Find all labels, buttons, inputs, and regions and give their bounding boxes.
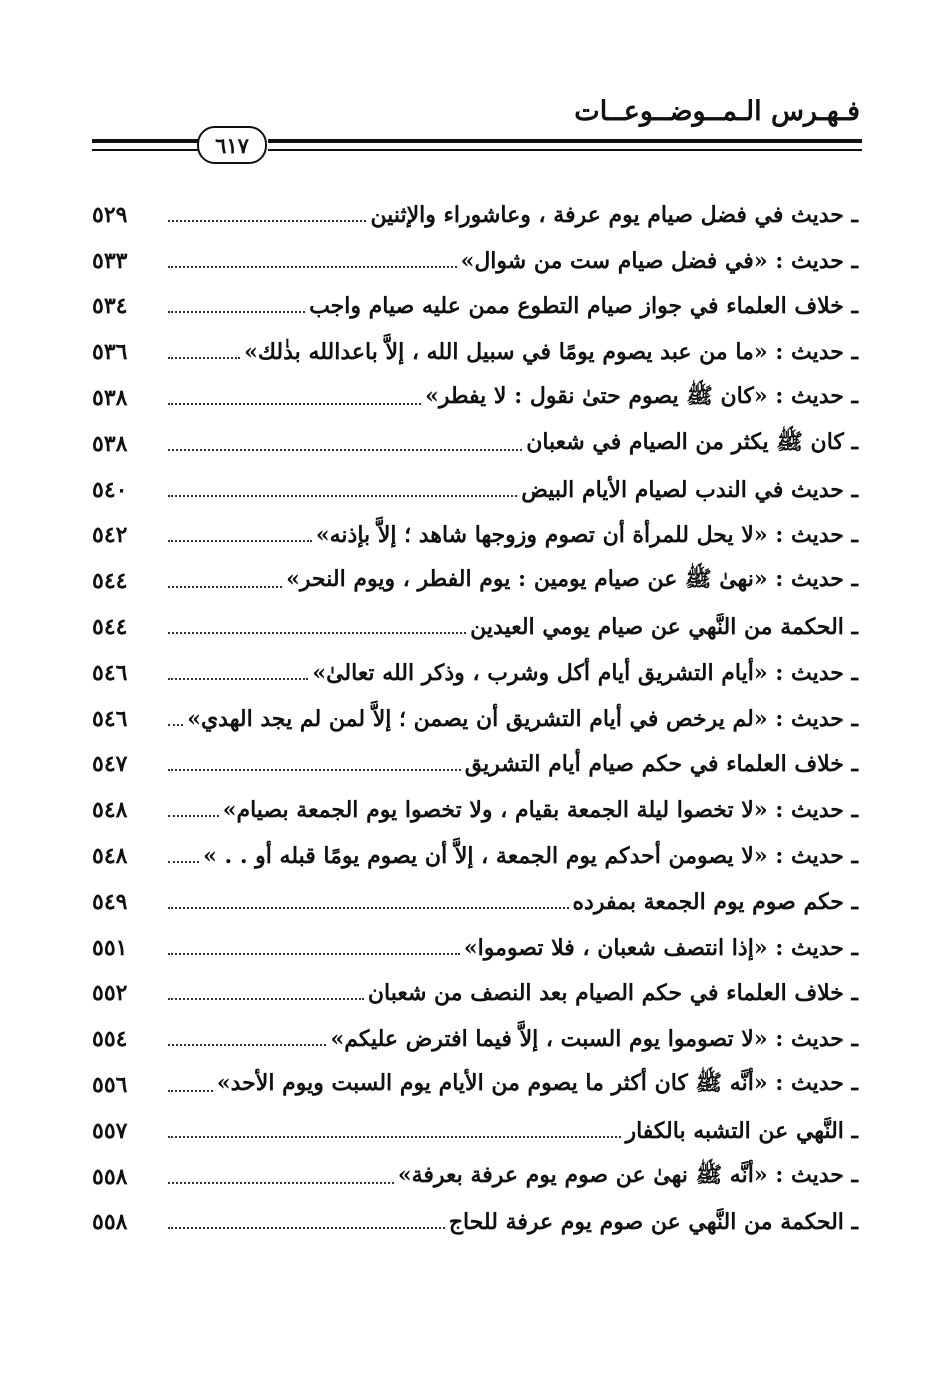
toc-entry-title: ـ خلاف العلماء في حكم صيام أيام التشريق (464, 751, 858, 778)
toc-page-number: ٥٣٦ (92, 339, 128, 366)
toc-entry-title: ـ حديث : «لا يصومن أحدكم يوم الجمعة ، إلاَّ أن يصوم يومًا قبله أو . . » (203, 843, 858, 870)
toc-entry-title: ـ حديث في الندب لصيام الأيام البيض (521, 476, 858, 503)
toc-page-number: ٥٥٨ (92, 1163, 128, 1190)
toc-entry-title: ـ خلاف العلماء في جواز صيام التطوع ممن عليه صيام واجب (309, 293, 858, 320)
toc-page-number: ٥٥٦ (92, 1072, 128, 1099)
toc-entry (92, 238, 858, 284)
toc-page-number: ٥٥١ (92, 934, 128, 961)
header-rule-right-thin (268, 149, 862, 151)
toc-entry (92, 1154, 858, 1200)
toc-entry (92, 696, 858, 742)
toc-entry (92, 650, 858, 696)
toc-entry-title: ـ حديث : «ما من عبد يصوم يومًا في سبيل الله ، إلاَّ باعدالله بذٰلك» (244, 339, 858, 366)
toc-page-number: ٥٤٤ (92, 614, 128, 641)
toc-entry-title: ـ حديث : «لا يحل للمرأة أن تصوم وزوجها شاهد ؛ إلاَّ بإذنه» (315, 522, 858, 549)
toc-entry (92, 1016, 858, 1062)
toc-entry (92, 375, 858, 421)
toc-page-number: ٥٥٨ (92, 1209, 128, 1236)
toc-entry-title: ـ حديث : «أيام التشريق أيام أكل وشرب ، وذكر الله تعالىٰ» (312, 659, 858, 686)
toc-page-number: ٥٣٨ (92, 430, 128, 457)
toc-entry (92, 421, 858, 467)
toc-entry-title: ـ حديث : «في فضل صيام ست من شوال» (460, 247, 858, 274)
toc-entry-title: ـ حديث في فضل صيام يوم عرفة ، وعاشوراء والإثنين (370, 201, 858, 228)
toc-entry (92, 742, 858, 788)
header-rule-right-thick (268, 139, 862, 143)
toc-entry-title: ـ الحكمة من النَّهي عن صيام يومي العيدين (470, 614, 858, 641)
toc-entry-title: ـ الحكمة من النَّهي عن صوم يوم عرفة للحاج (448, 1209, 858, 1236)
toc-entry (92, 1062, 858, 1108)
toc-page-number: ٥٤٤ (92, 568, 128, 595)
dot-leader (168, 658, 308, 680)
dot-leader (168, 841, 199, 863)
dot-leader (168, 383, 421, 405)
toc-entry (92, 787, 858, 833)
header-rule-left-thin (92, 149, 200, 151)
toc-entry (92, 513, 858, 559)
dot-leader (168, 1162, 394, 1184)
dot-leader (168, 337, 240, 359)
dot-leader (168, 1116, 621, 1138)
toc-entry (92, 192, 858, 238)
dot-leader (168, 612, 466, 634)
toc-entry (92, 284, 858, 330)
toc-page-number: ٥٤٩ (92, 888, 128, 915)
dot-leader (168, 1207, 445, 1229)
toc-entry-title: ـ النَّهي عن التشبه بالكفار (625, 1117, 858, 1144)
toc-entry-title: ـ كان ﷺ يكثر من الصيام في شعبان (526, 428, 858, 455)
toc-entry-title: ـ حديث : «أنَّه ﷺ نهىٰ عن صوم يوم عرفة بعرفة» (397, 1161, 858, 1188)
toc-page-number: ٥٤٢ (92, 522, 128, 549)
toc-entry-title: ـ حديث : «لم يرخص في أيام التشريق أن يصمن ؛ إلاَّ لمن لم يجد الهدي» (187, 705, 858, 732)
dot-leader (168, 887, 569, 909)
running-title: فـهـرس الـمــوضــوعــات (574, 96, 860, 127)
toc-entry-title: ـ حديث : «أنَّه ﷺ كان أكثر ما يصوم من الأيام يوم السبت ويوم الأحد» (216, 1070, 858, 1097)
dot-leader (168, 978, 364, 1000)
toc-page-number: ٥٤٦ (92, 659, 128, 686)
toc-entry (92, 833, 858, 879)
toc-entry (92, 971, 858, 1017)
toc-entry-title: ـ حديث : «لا تصوموا يوم السبت ، إلاَّ فيما افترض عليكم» (330, 1026, 858, 1053)
toc-entry (92, 1108, 858, 1154)
toc-page-number: ٥٥٤ (92, 1026, 128, 1053)
toc-entry-title: ـ خلاف العلماء في حكم الصيام بعد النصف من شعبان (367, 980, 858, 1007)
dot-leader (168, 291, 305, 313)
toc-entry (92, 329, 858, 375)
toc-page-number: ٥٤٦ (92, 705, 128, 732)
toc-entry (92, 467, 858, 513)
dot-leader (168, 795, 219, 817)
toc-entry (92, 925, 858, 971)
toc-entry (92, 1200, 858, 1246)
toc-page-number: ٥٣٣ (92, 247, 128, 274)
toc-page-number: ٥٤٧ (92, 751, 128, 778)
toc-entry (92, 604, 858, 650)
dot-leader (168, 429, 522, 451)
dot-leader (168, 566, 282, 588)
header-rule-left-thick (92, 139, 200, 143)
dot-leader (168, 520, 312, 542)
toc-entry-title: ـ حديث : «إذا انتصف شعبان ، فلا تصوموا» (463, 934, 858, 961)
toc-page-number: ٥٢٩ (92, 201, 128, 228)
dot-leader (168, 200, 366, 222)
dot-leader (168, 749, 461, 771)
dot-leader (168, 475, 517, 497)
dot-leader (168, 1070, 213, 1092)
toc-page-number: ٥٣٤ (92, 293, 128, 320)
dot-leader (168, 1024, 326, 1046)
toc-entry-title: ـ حكم صوم يوم الجمعة بمفرده (572, 888, 858, 915)
toc-entry-title: ـ حديث : «لا تخصوا ليلة الجمعة بقيام ، ولا تخصوا يوم الجمعة بصيام» (222, 797, 858, 824)
dot-leader (168, 246, 457, 268)
toc-entry-title: ـ حديث : «نهىٰ ﷺ عن صيام يومين : يوم الفطر ، ويوم النحر» (286, 566, 858, 593)
dot-leader (168, 933, 460, 955)
toc-page-number: ٥٥٢ (92, 980, 128, 1007)
toc-entry (92, 558, 858, 604)
dot-leader (168, 704, 183, 726)
toc-page-number: ٥٤٠ (92, 476, 128, 503)
page-number: ٦١٧ (197, 126, 267, 164)
table-of-contents (92, 192, 858, 1245)
toc-page-number: ٥٥٧ (92, 1117, 128, 1144)
toc-entry (92, 879, 858, 925)
toc-entry-title: ـ حديث : «كان ﷺ يصوم حتىٰ نقول : لا يفطر» (425, 383, 858, 410)
toc-page-number: ٥٤٨ (92, 843, 128, 870)
toc-page-number: ٥٤٨ (92, 797, 128, 824)
toc-page-number: ٥٣٨ (92, 385, 128, 412)
